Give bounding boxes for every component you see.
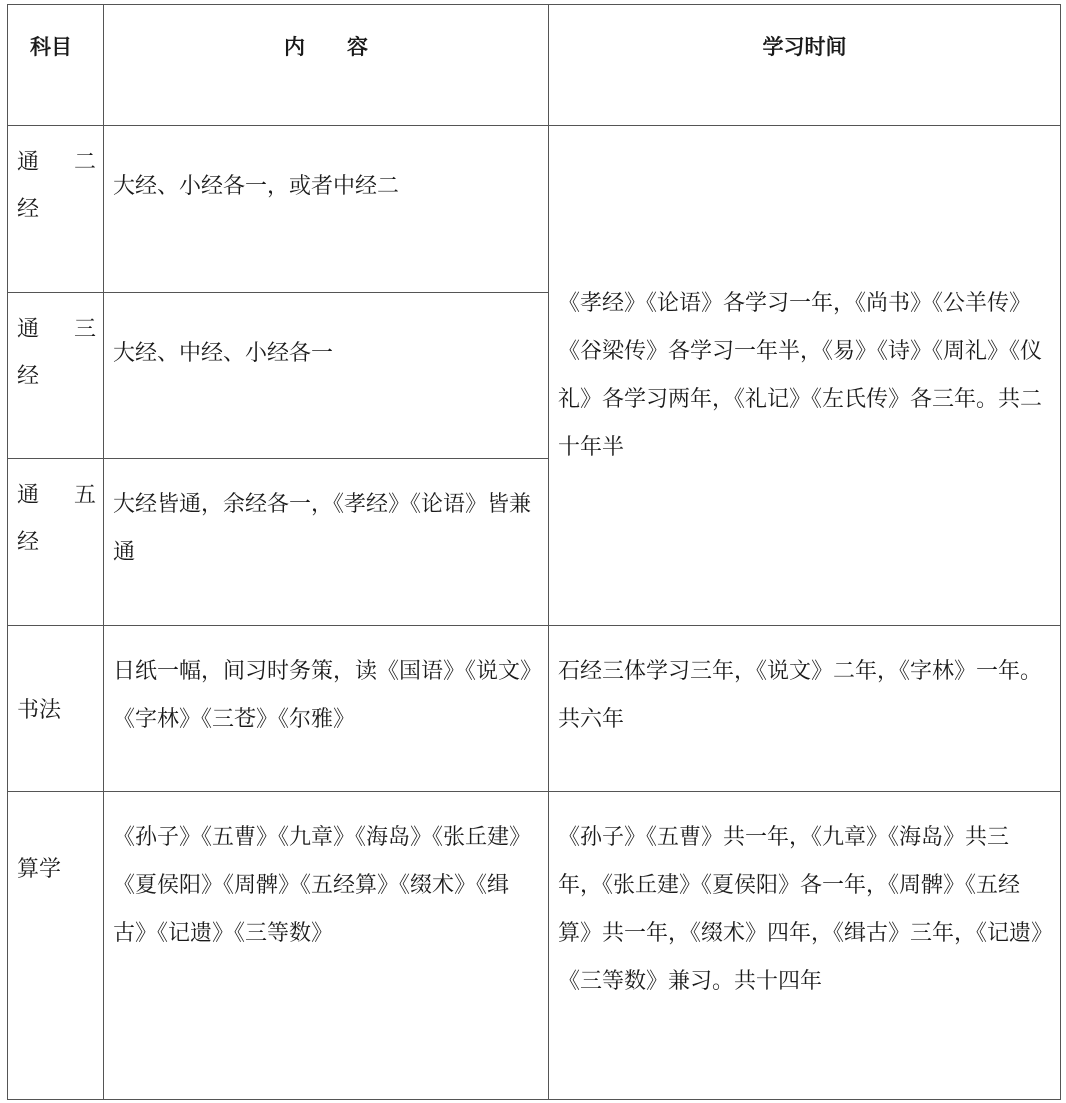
table-header-row xyxy=(8,5,1061,126)
content-cell: 大经皆通，余经各一，《孝经》《论语》皆兼通 xyxy=(104,459,549,626)
time-cell: 石经三体学习三年，《说文》二年，《字林》一年。共六年 xyxy=(549,626,1061,792)
subject-char: 通 xyxy=(17,483,40,508)
subject-char: 经 xyxy=(17,364,40,389)
subject-cell: 书法 xyxy=(8,626,104,792)
curriculum-table xyxy=(7,4,1061,1100)
subject-char: 通 xyxy=(17,317,40,342)
header-time: 学习时间 xyxy=(549,5,1061,126)
subject-cell: 算学 xyxy=(8,792,104,1100)
content-cell: 大经、中经、小经各一 xyxy=(104,293,549,459)
content-cell: 《孙子》《五曹》《九章》《海岛》《张丘建》《夏侯阳》《周髀》《五经算》《缀术》《缉古》《记遗》《三等数》 xyxy=(104,792,549,1100)
table-row xyxy=(8,626,1061,792)
time-cell-merged: 《孝经》《论语》各学习一年，《尚书》《公羊传》《谷梁传》各学习一年半，《易》《诗》《周礼》《仪礼》各学习两年，《礼记》《左氏传》各三年。共二十年半 xyxy=(549,126,1061,626)
subject-cell xyxy=(8,293,104,459)
subject-char: 通 xyxy=(17,150,40,175)
header-subject: 科目 xyxy=(8,5,104,126)
content-cell: 日纸一幅，间习时务策，读《国语》《说文》《字林》《三苍》《尔雅》 xyxy=(104,626,549,792)
subject-char: 经 xyxy=(17,197,40,222)
subject-char: 三 xyxy=(73,317,96,342)
table-row xyxy=(8,126,1061,293)
subject-cell xyxy=(8,459,104,626)
subject-char: 五 xyxy=(73,483,96,508)
content-cell: 大经、小经各一，或者中经二 xyxy=(104,126,549,293)
header-content: 内 容 xyxy=(104,5,549,126)
time-cell: 《孙子》《五曹》共一年，《九章》《海岛》共三年，《张丘建》《夏侯阳》各一年，《周髀》《五经算》共一年，《缀术》四年，《缉古》三年，《记遗》《三等数》兼习。共十四年 xyxy=(549,792,1061,1100)
subject-cell xyxy=(8,126,104,293)
subject-char: 经 xyxy=(17,530,40,555)
table-row xyxy=(8,792,1061,1100)
subject-char: 二 xyxy=(73,150,96,175)
